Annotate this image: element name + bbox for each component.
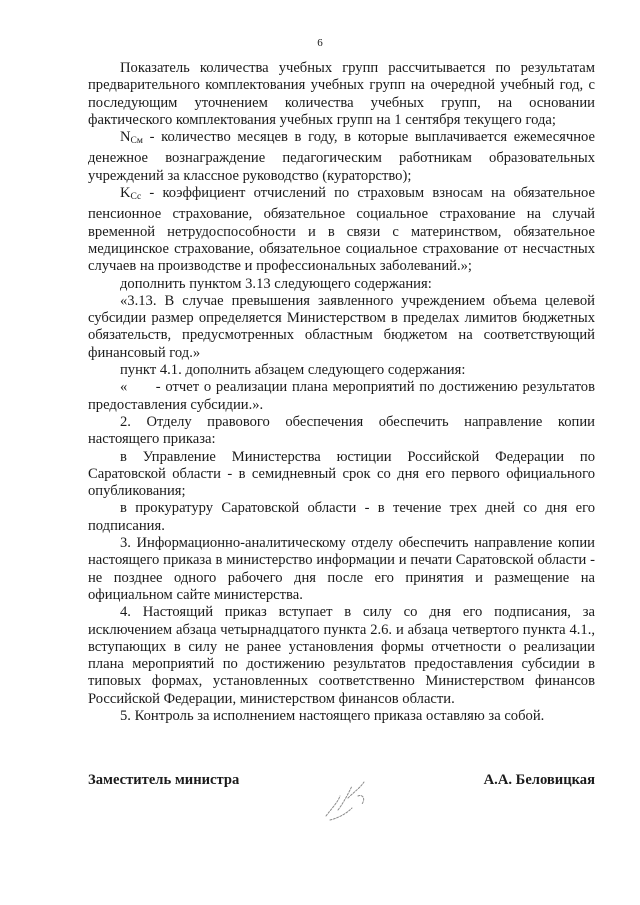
kcc-text: - коэффициент отчислений по страховым взносам на обязательное пенсионное страхование, обязательное социальное страхование на случай временной нетрудоспособности и в связи с материнством, обязательное медицинское страхование, обязательное социальное страхование от несчастных случаев на производстве и профессиональных заболеваний.»;	[88, 185, 595, 275]
kcc-symbol: K	[120, 185, 131, 202]
paragraph-group-count: Показатель количества учебных групп рассчитывается по результатам предварительного комплектования учебных групп на очередной учебный год, с последующим уточнением количества учебных групп, на основании фактического комплектования учебных групп на 1 сентября текущего года;	[88, 60, 595, 128]
paragraph-ncm-definition	[88, 129, 595, 185]
signatory-title: Заместитель министра	[88, 772, 240, 788]
paragraph-ministry-justice: в Управление Министерства юстиции Российской Федерации по Саратовской области - в семидневный срок со дня его первого официального опубликования;	[88, 448, 595, 500]
ncm-subscript: См	[130, 136, 143, 147]
paragraph-item-4: 4. Настоящий приказ вступает в силу со дня его подписания, за исключением абзаца четырнадцатого пункта 2.6. и абзаца четвертого пункта 4.1., вступающих в силу не ранее установления формы отчетности о реализации плана мероприятий по достижению результатов предоставления субсидии в типовых формах, установленных соответственно Министерством финансов Российской Федерации, министерством финансов области.	[88, 604, 595, 707]
paragraph-point-4-1: пункт 4.1. дополнить абзацем следующего содержания:	[120, 362, 466, 379]
ncm-text: - количество месяцев в году, в которые выплачивается ежемесячное денежное вознаграждение педагогическим работникам образовательных учреждений за классное руководство (кураторство);	[88, 129, 595, 184]
handwritten-signature	[318, 768, 378, 828]
paragraph-item-5: 5. Контроль за исполнением настоящего приказа оставляю за собой.	[120, 707, 545, 724]
paragraph-report-item: « - отчет о реализации плана мероприятий по достижению результатов предоставления субсидии.».	[88, 379, 599, 413]
signatory-name: А.А. Беловицкая	[483, 772, 595, 788]
paragraph-item-3: 3. Информационно-аналитическому отделу обеспечить направление копии настоящего приказа в министерство информации и печати Саратовской области - не позднее одного рабочего дня после его принятия и размещение на официальном сайте министерства.	[88, 535, 595, 603]
ncm-symbol: N	[120, 129, 131, 146]
paragraph-item-2: 2. Отделу правового обеспечения обеспечить направление копии настоящего приказа:	[88, 413, 595, 448]
document-body	[88, 60, 599, 725]
page-number: 6	[317, 37, 323, 49]
kcc-subscript: Сс	[130, 192, 142, 203]
paragraph-prosecutor: в прокуратуру Саратовской области - в течение трех дней со дня его подписания.	[88, 500, 595, 534]
paragraph-kcc-definition	[88, 185, 595, 275]
paragraph-add-point-3-13: дополнить пунктом 3.13 следующего содержания:	[120, 275, 432, 292]
paragraph-point-3-13: «3.13. В случае превышения заявленного учреждением объема целевой субсидии размер определяется Министерством в пределах лимитов бюджетных обязательств, предусмотренных областным бюджетом на соответствующий финансовый год.»	[88, 292, 595, 361]
